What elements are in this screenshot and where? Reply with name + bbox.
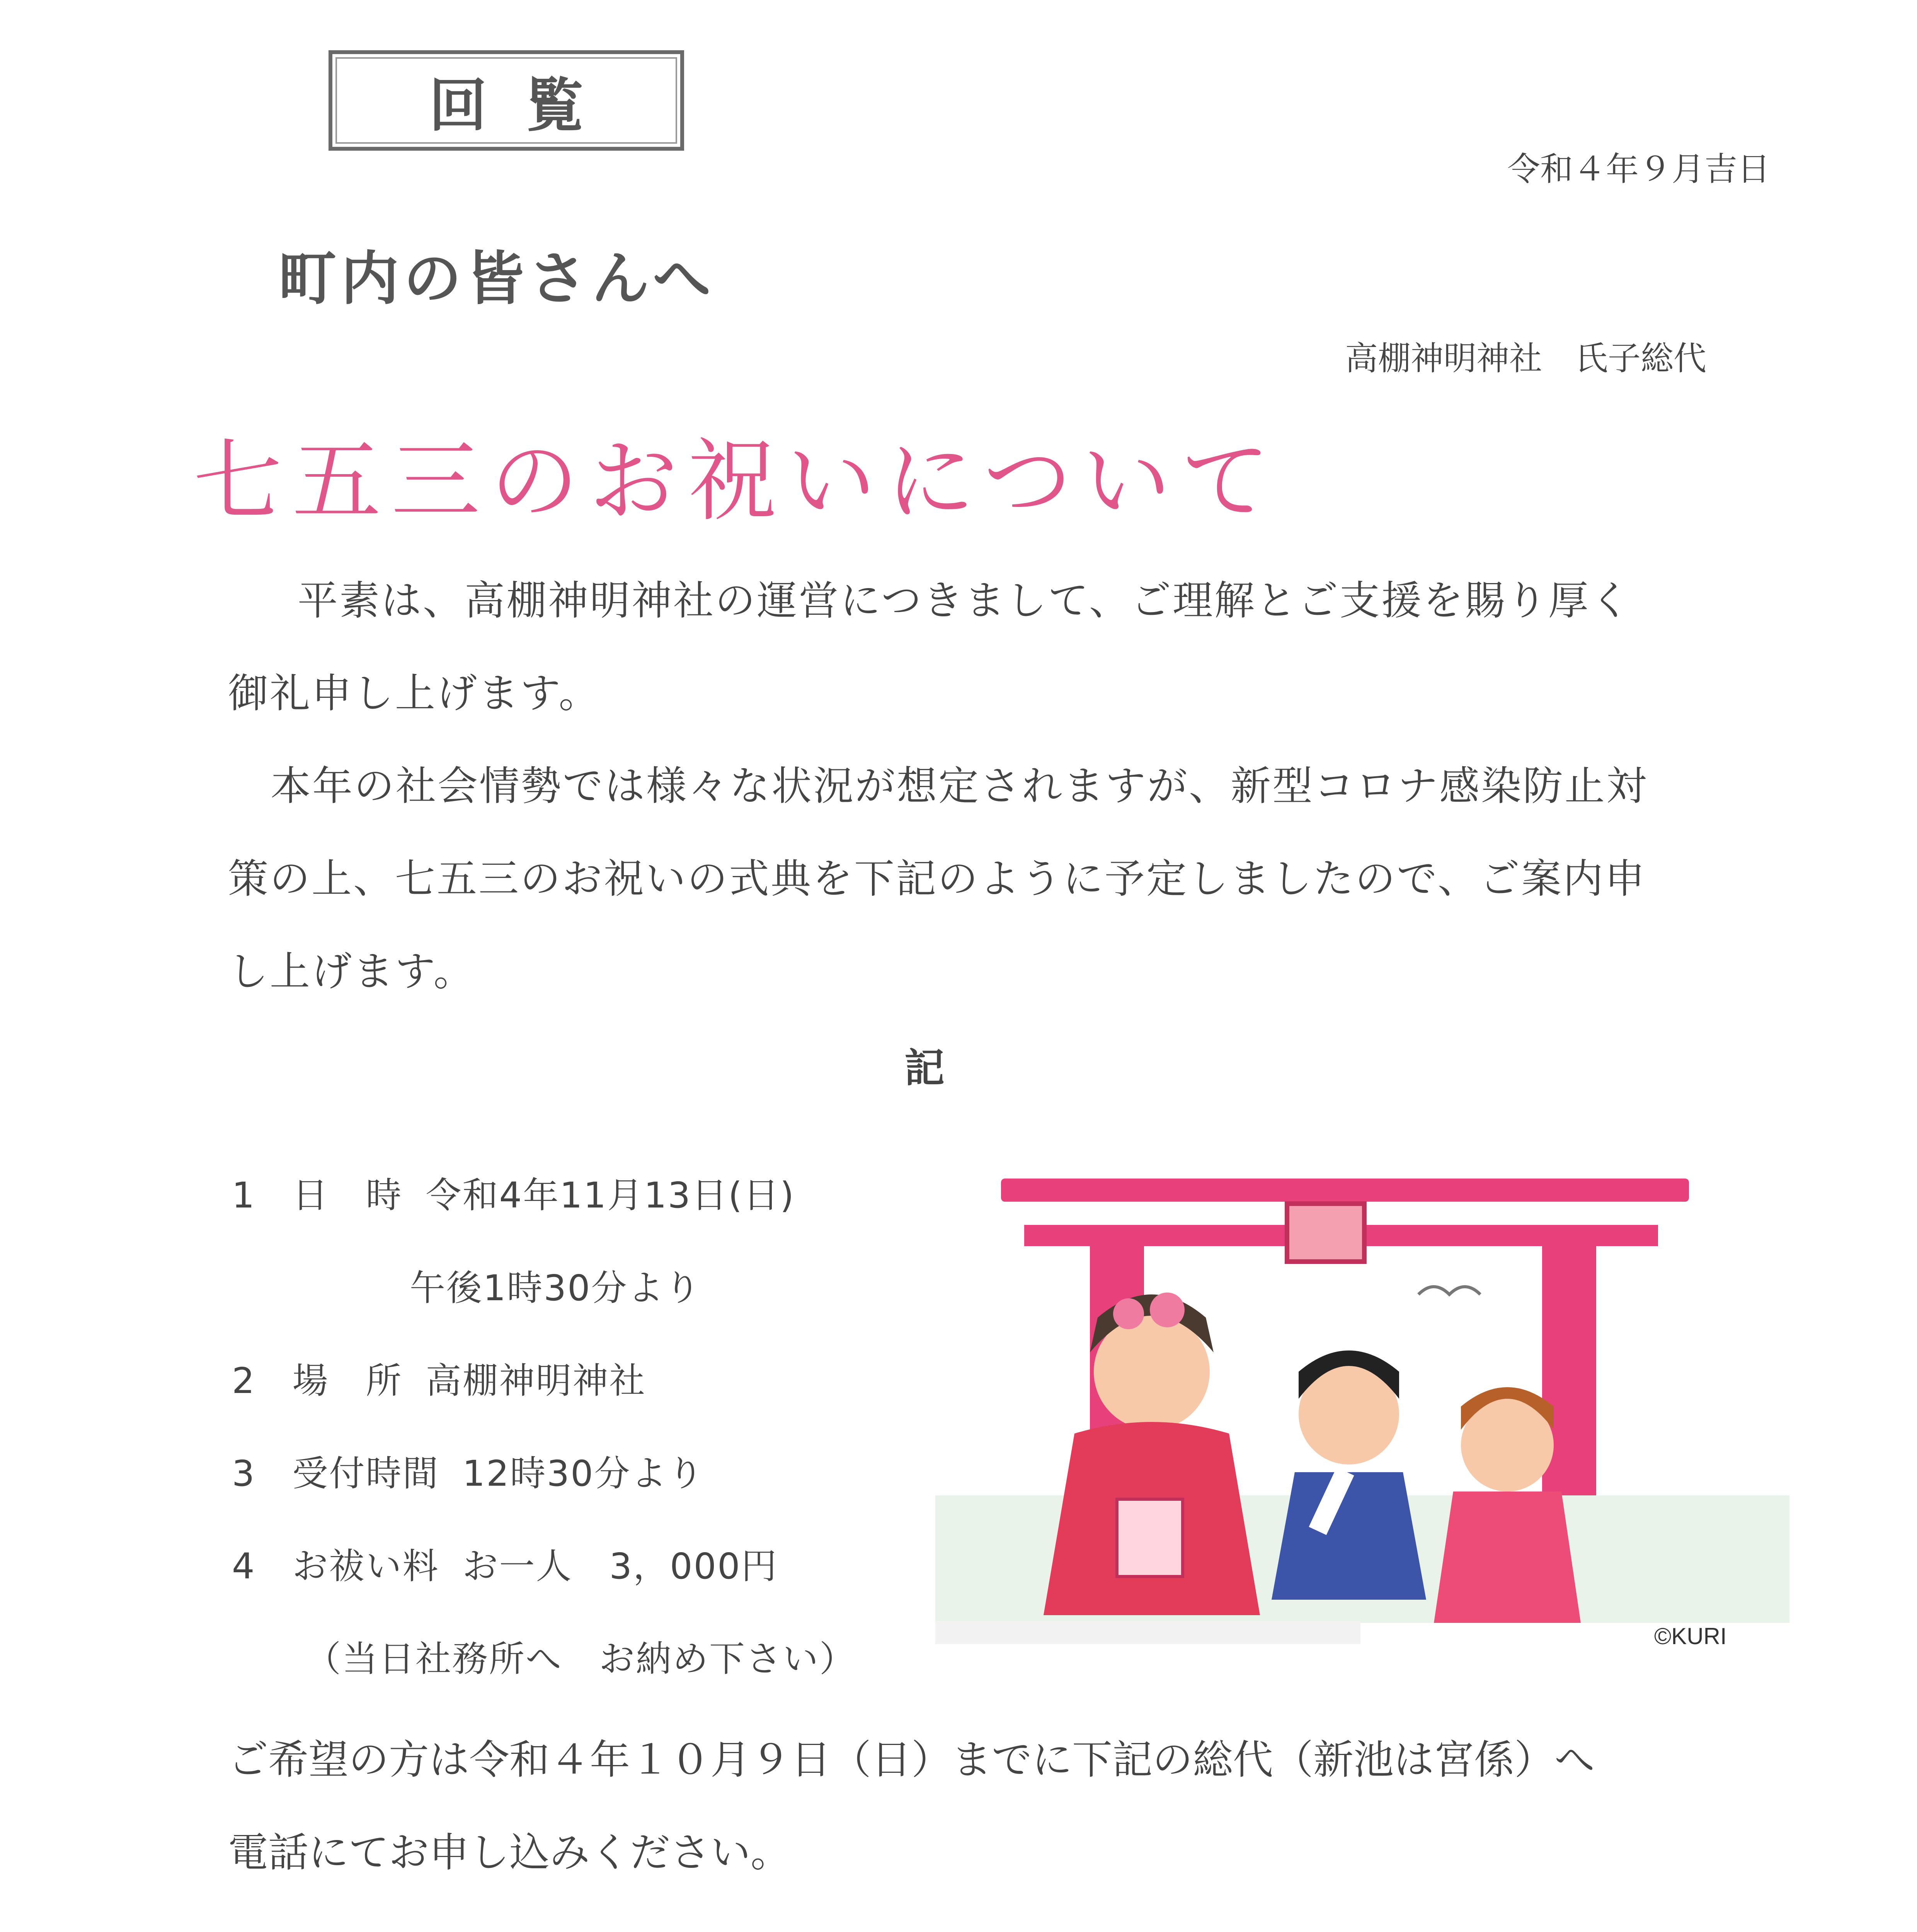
item-label: 4 お祓い料 bbox=[232, 1546, 439, 1587]
item-reception bbox=[232, 1445, 705, 1496]
item-value: お一人 3，000円 bbox=[462, 1546, 778, 1587]
item-value: 令和4年11月13日(日) bbox=[426, 1175, 795, 1216]
paragraph-1-line-2: 御礼申し上げます。 bbox=[228, 670, 601, 717]
boy-center-icon bbox=[1272, 1350, 1426, 1600]
item-label: 1 日 時 bbox=[232, 1175, 403, 1216]
greeting: 町内の皆さんへ bbox=[278, 245, 716, 313]
item-date bbox=[232, 1167, 795, 1218]
page-title: 七五三のお祝いについて bbox=[193, 430, 1280, 533]
paragraph-2-line-1: 本年の社会情勢では様々な状況が想定されますが、新型コロナ感染防止対 bbox=[271, 762, 1648, 810]
item-date-time: 午後1時30分より bbox=[410, 1267, 701, 1309]
deadline-line-1: ご希望の方は令和４年１０月９日（日）までに下記の総代（新池は宮係）へ bbox=[228, 1736, 1595, 1783]
shichigosan-illustration bbox=[935, 1167, 1789, 1654]
item-place bbox=[232, 1352, 646, 1403]
issue-date: 令和４年９月吉日 bbox=[1507, 150, 1771, 189]
paragraph-2-line-2: 策の上、七五三のお祝いの式典を下記のように予定しましたので、ご案内申 bbox=[228, 855, 1646, 902]
item-value: 12時30分より bbox=[462, 1453, 705, 1494]
item-value: 高棚神明神社 bbox=[426, 1360, 646, 1401]
deadline-line-2: 電話にてお申し込みください。 bbox=[228, 1829, 791, 1876]
sender: 高棚神明神社 氏子総代 bbox=[1345, 340, 1707, 378]
girl-left-icon bbox=[1044, 1293, 1260, 1615]
paragraph-2-line-3: し上げます。 bbox=[228, 948, 475, 995]
item-label: 2 場 所 bbox=[232, 1360, 403, 1401]
item-label: 3 受付時間 bbox=[232, 1453, 439, 1494]
illustration-copyright: ©KURI bbox=[1654, 1623, 1727, 1649]
item-fee bbox=[232, 1538, 778, 1589]
notice-heading: 記 bbox=[904, 1044, 945, 1092]
circular-stamp: 回覧 bbox=[329, 50, 684, 151]
item-fee-note: （当日社務所へ お納め下さい） bbox=[305, 1638, 856, 1680]
birds-icon bbox=[1418, 1287, 1480, 1294]
paragraph-1-line-1: 平素は、高棚神明神社の運営につきまして、ご理解とご支援を賜り厚く bbox=[298, 577, 1632, 624]
